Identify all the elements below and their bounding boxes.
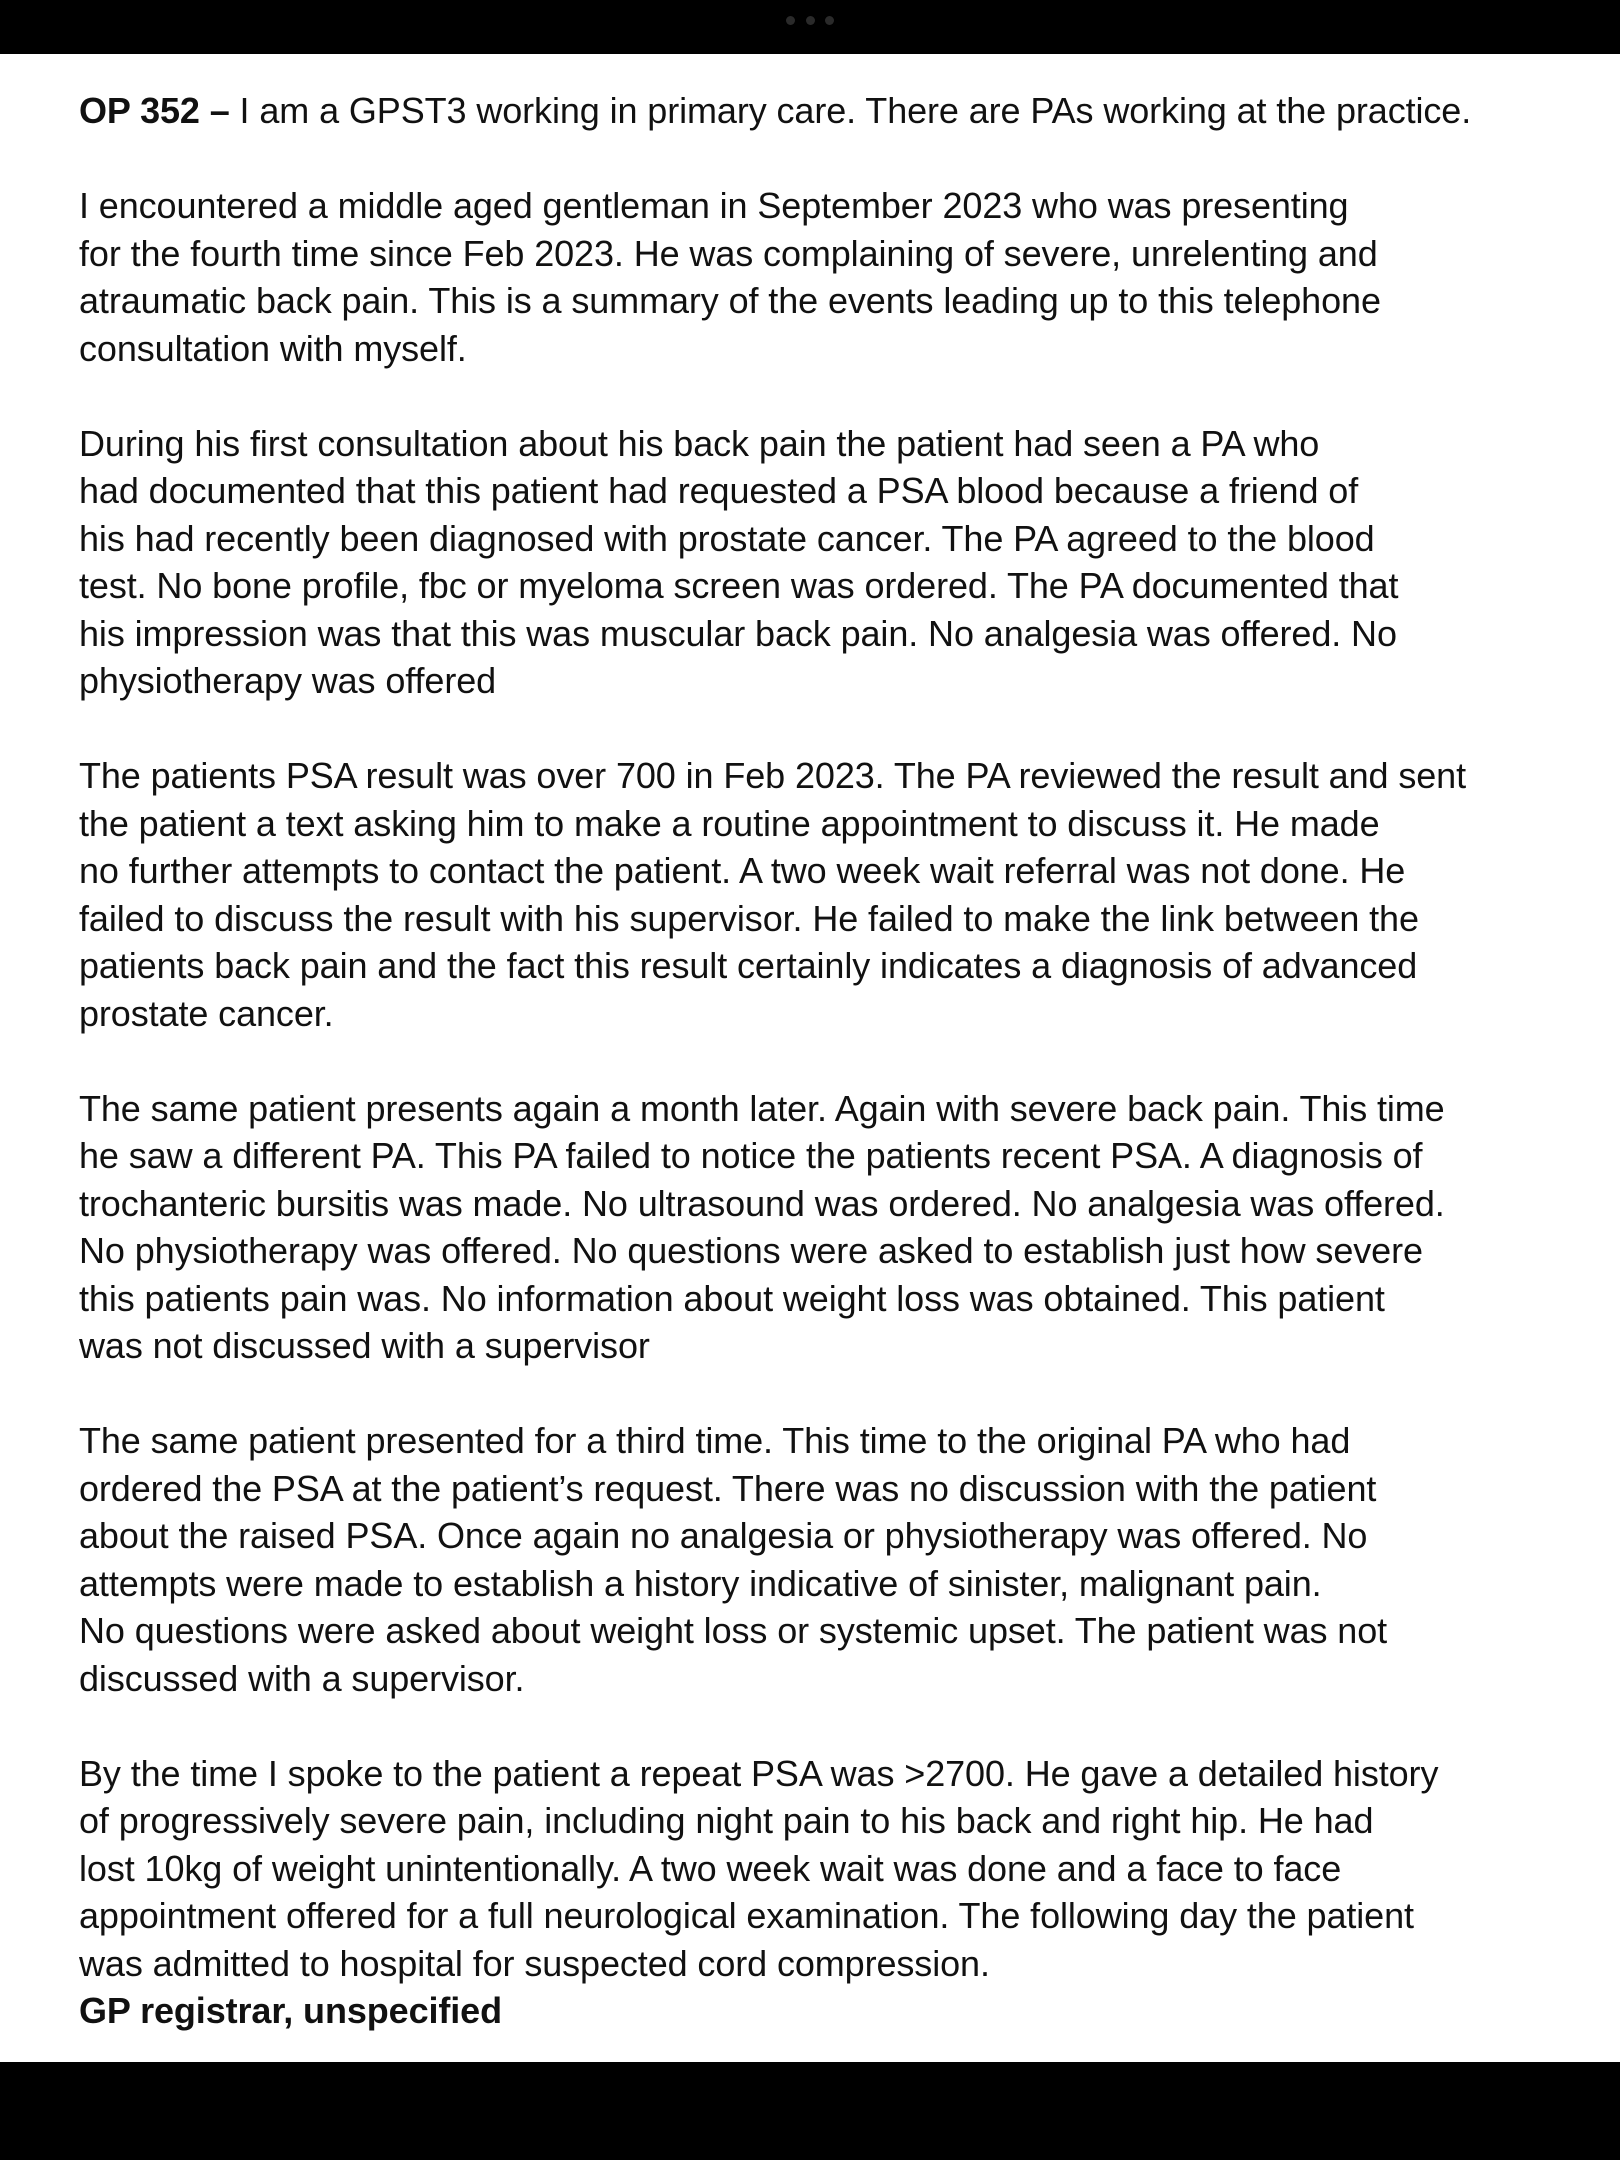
text-line: consultation with myself. — [79, 327, 467, 369]
text-line: his had recently been diagnosed with prostate cancer. The PA agreed to the blood — [79, 517, 1375, 559]
reference-number: OP 352 – — [79, 90, 230, 131]
text-line: of progressively severe pain, including night pain to his back and right hip. He had — [79, 1800, 1374, 1841]
paragraph-outcome — [79, 1750, 1559, 2035]
paragraph-psa-result — [79, 752, 1559, 1037]
more-options-icon[interactable] — [786, 14, 834, 26]
text-line: this patients pain was. No information about weight loss was obtained. This patient — [79, 1277, 1385, 1319]
text-line: attempts were made to establish a history indicative of sinister, malignant pain. — [79, 1562, 1322, 1604]
paragraph-first-consultation — [79, 420, 1559, 705]
paragraph-third-presentation — [79, 1417, 1559, 1702]
document-content — [79, 87, 1559, 2035]
paragraph-encounter — [79, 182, 1559, 372]
signature: GP registrar, unspecified — [79, 1990, 502, 2031]
text-line: The patients PSA result was over 700 in Feb 2023. The PA reviewed the result and sent — [79, 755, 1466, 796]
text-line: prostate cancer. — [79, 992, 334, 1034]
text-line: was admitted to hospital for suspected cord compression. — [79, 1942, 990, 1984]
text-line: The same patient presents again a month later. Again with severe back pain. This time — [79, 1087, 1445, 1129]
text-line: had documented that this patient had requested a PSA blood because a friend of — [79, 470, 1359, 511]
top-bar — [0, 0, 1620, 54]
text-line: he saw a different PA. This PA failed to notice the patients recent PSA. A diagnosis of — [79, 1135, 1423, 1176]
text-line: The same patient presented for a third time. This time to the original PA who had — [79, 1420, 1351, 1461]
text-line: patients back pain and the fact this result certainly indicates a diagnosis of advanced — [79, 945, 1418, 986]
document-page — [0, 54, 1620, 2062]
text-line: During his first consultation about his back pain the patient had seen a PA who — [79, 422, 1320, 464]
text-line — [79, 87, 1559, 135]
dot — [786, 16, 795, 25]
text-line: no further attempts to contact the patient. A two week wait referral was not done. He — [79, 850, 1406, 891]
text-line: test. No bone profile, fbc or myeloma screen was ordered. The PA documented that — [79, 565, 1399, 606]
text-line: No physiotherapy was offered. No questions were asked to establish just how severe — [79, 1230, 1423, 1271]
dot — [806, 16, 815, 25]
text-line: ordered the PSA at the patient’s request. There was no discussion with the patient — [79, 1467, 1377, 1509]
text-line: about the raised PSA. Once again no analgesia or physiotherapy was offered. No — [79, 1515, 1368, 1556]
intro-text: I am a GPST3 working in primary care. There are PAs working at the practice. — [229, 90, 1472, 131]
text-line: his impression was that this was muscular back pain. No analgesia was offered. No — [79, 612, 1397, 654]
text-line: was not discussed with a supervisor — [79, 1325, 650, 1366]
text-line: By the time I spoke to the patient a repeat PSA was >2700. He gave a detailed history — [79, 1752, 1439, 1794]
text-line: the patient a text asking him to make a routine appointment to discuss it. He made — [79, 802, 1380, 844]
text-line: atraumatic back pain. This is a summary of the events leading up to this telephone — [79, 280, 1381, 321]
text-line: appointment offered for a full neurological examination. The following day the patient — [79, 1895, 1414, 1936]
bottom-bar — [0, 2062, 1620, 2160]
text-line: physiotherapy was offered — [79, 660, 497, 701]
text-line: discussed with a supervisor. — [79, 1657, 525, 1699]
text-line: No questions were asked about weight loss or systemic upset. The patient was not — [79, 1610, 1388, 1651]
text-line: trochanteric bursitis was made. No ultrasound was ordered. No analgesia was offered. — [79, 1182, 1445, 1224]
paragraph-second-presentation — [79, 1085, 1559, 1370]
text-line: failed to discuss the result with his supervisor. He failed to make the link between the — [79, 897, 1419, 939]
dot — [825, 16, 834, 25]
text-line: lost 10kg of weight unintentionally. A two week wait was done and a face to face — [79, 1847, 1342, 1889]
paragraph-intro — [79, 87, 1559, 135]
text-line: I encountered a middle aged gentleman in September 2023 who was presenting — [79, 185, 1349, 226]
text-line: for the fourth time since Feb 2023. He was complaining of severe, unrelenting and — [79, 232, 1378, 274]
